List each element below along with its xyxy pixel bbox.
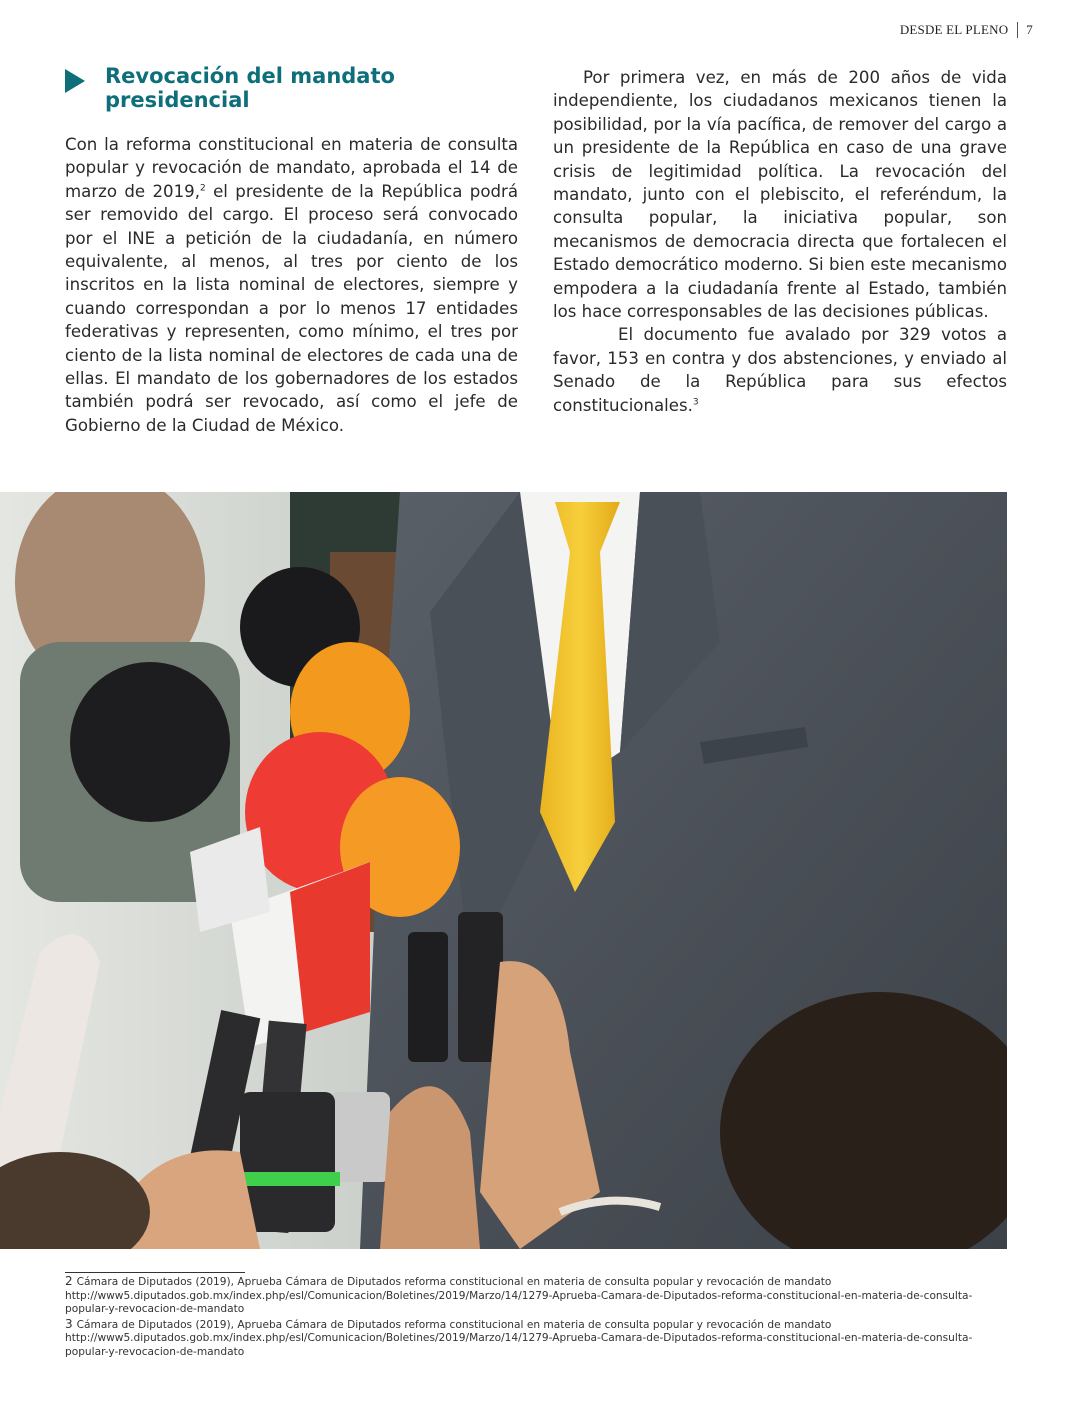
right-paragraph-1: Por primera vez, en más de 200 años de vida independiente, los ciudadanos mexicanos tienen la posibilidad, por la vía pacífica, de remover del cargo a un presidente de la República en caso de una grave crisis de legitimidad política. La revocación del mandato, junto con el plebiscito, el referéndum, la consulta popular, la iniciativa popular, son mecanismos de democracia directa que fortalecen el Estado democrático moderno. Si bien este mecanismo empodera a la ciudadanía frente al Estado, también los hace corresponsables de las decisiones públicas.: [553, 68, 1007, 322]
right-column: [553, 66, 1007, 417]
footnote-ref-3[interactable]: 3: [692, 397, 699, 408]
press-photo: [0, 492, 1007, 1249]
header-divider: [1017, 22, 1018, 38]
footnote-number: 2: [65, 1274, 73, 1288]
article-heading: [65, 64, 518, 112]
footnote-number: 3: [65, 1316, 73, 1331]
right-paragraph-2: [553, 323, 1007, 417]
footnotes: [65, 1275, 1010, 1361]
press-photo-illustration: [0, 492, 1007, 1249]
left-column: [65, 64, 518, 437]
footnote-3: [65, 1318, 1010, 1360]
right-paragraph-2-text: El documento fue avalado por 329 votos a favor, 153 en contra y dos abstenciones, y enviado al Senado de la República para sus efectos constitucionales.: [553, 325, 1007, 415]
footnote-rule: [65, 1272, 245, 1273]
article-title-line2: presidencial: [105, 88, 250, 112]
article-title-line1: Revocación del mandato: [105, 64, 395, 88]
footnote-ref-2[interactable]: 2: [200, 183, 206, 194]
footnote-text: Cámara de Diputados (2019), Aprueba Cámara de Diputados reforma constitucional en materia de consulta popular y revocación de mandato http://www5.diputados.gob.mx/index.php/esl/Comunicacion/Boletines/2019/Marzo/14/1279-Aprueba-Camara-de-Diputados-reforma-constitucional-en-materia-de-consulta-popular-y-revocacion-de-mandato: [65, 1318, 973, 1358]
left-paragraph-continuation: el presidente de la República podrá ser removido del cargo. El proceso será convocado por el INE a petición de la ciudadanía, en número equivalente, al menos, al tres por ciento de los inscritos en la lista nominal de electores, siempre y cuando correspondan a por lo menos 17 entidades federativas y representen, como mínimo, el tres por ciento de la lista nominal de electores de cada una de ellas. El mandato de los gobernadores de los estados también podrá ser revocado, así como el jefe de Gobierno de la Ciudad de México.: [65, 181, 518, 435]
left-paragraph-text: Con la reforma constitucional en materia de consulta popular y revocación de mandato, aprobada el 14 de marzo de 2019,: [65, 135, 518, 201]
running-header: [900, 22, 1033, 38]
play-triangle-icon: [65, 69, 85, 93]
left-paragraph: [65, 133, 518, 437]
section-title: DESDE EL PLENO: [899, 22, 1009, 37]
article-title: [105, 64, 518, 112]
page-number: 7: [1026, 22, 1033, 37]
footnote-2: [65, 1275, 1010, 1317]
footnote-text: Cámara de Diputados (2019), Aprueba Cámara de Diputados reforma constitucional en materia de consulta popular y revocación de mandato http://www5.diputados.gob.mx/index.php/esl/Comunicacion/Boletines/2019/Marzo/14/1279-Aprueba-Camara-de-Diputados-reforma-constitucional-en-materia-de-consulta-popular-y-revocacion-de-mandato: [65, 1276, 973, 1316]
